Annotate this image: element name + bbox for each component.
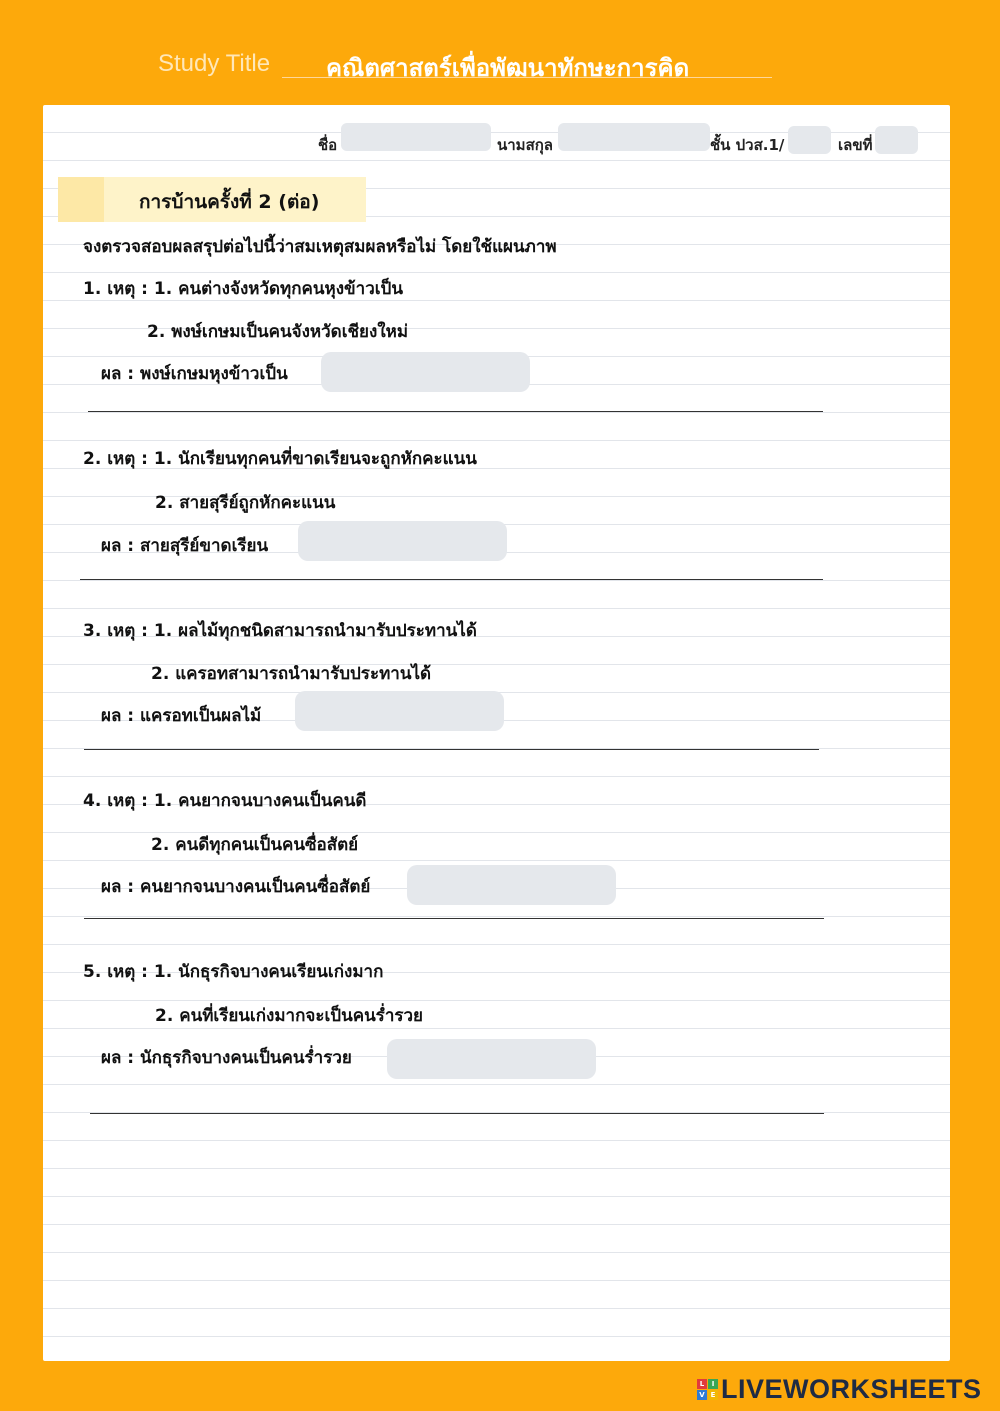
- question-2-divider: [80, 579, 823, 580]
- question-4-divider: [84, 918, 824, 919]
- surname-input[interactable]: [558, 123, 710, 151]
- question-5-answer-input[interactable]: [387, 1039, 596, 1079]
- study-title-underline: [282, 77, 772, 78]
- homework-banner-title: การบ้านครั้งที่ 2 (ต่อ): [139, 191, 320, 213]
- question-1-premise-1: 1. เหตุ : 1. คนต่างจังหวัดทุกคนหุงข้าวเป็น: [83, 279, 403, 299]
- number-label: เลขที่: [838, 136, 873, 154]
- question-1-answer-input[interactable]: [321, 352, 530, 392]
- name-input[interactable]: [341, 123, 491, 151]
- homework-banner-accent: [58, 177, 104, 222]
- question-4-answer-input[interactable]: [407, 865, 616, 905]
- question-4-premise-1: 4. เหตุ : 1. คนยากจนบางคนเป็นคนดี: [83, 791, 367, 811]
- liveworksheets-logo-text: LIVEWORKSHEETS: [721, 1374, 982, 1404]
- question-5-result: ผล : นักธุรกิจบางคนเป็นคนร่ำรวย: [101, 1048, 352, 1068]
- study-title-label: Study Title: [158, 50, 271, 77]
- question-3-premise-1: 3. เหตุ : 1. ผลไม้ทุกชนิดสามารถนำมารับประทานได้: [83, 621, 477, 641]
- question-4-result: ผล : คนยากจนบางคนเป็นคนซื่อสัตย์: [101, 877, 371, 897]
- number-input[interactable]: [875, 126, 918, 154]
- question-1-premise-2: 2. พงษ์เกษมเป็นคนจังหวัดเชียงใหม่: [147, 322, 409, 342]
- study-title-value: คณิตศาสตร์เพื่อพัฒนาทักษะการคิด: [326, 54, 690, 82]
- name-label: ชื่อ: [318, 136, 338, 154]
- question-3-premise-2: 2. แครอทสามารถนำมารับประทานได้: [151, 664, 432, 684]
- surname-label: นามสกุล: [497, 136, 553, 154]
- question-2-answer-input[interactable]: [298, 521, 507, 561]
- question-3-answer-input[interactable]: [295, 691, 504, 731]
- question-1-result: ผล : พงษ์เกษมหุงข้าวเป็น: [101, 364, 288, 384]
- class-label: ชั้น ปวส.1/: [710, 136, 785, 154]
- question-5-premise-1: 5. เหตุ : 1. นักธุรกิจบางคนเรียนเก่งมาก: [83, 962, 384, 982]
- question-1-divider: [88, 411, 823, 412]
- question-5-divider: [90, 1113, 824, 1114]
- question-2-premise-1: 2. เหตุ : 1. นักเรียนทุกคนที่ขาดเรียนจะถูกหักคะแนน: [83, 449, 477, 469]
- question-3-result: ผล : แครอทเป็นผลไม้: [101, 706, 262, 726]
- question-2-premise-2: 2. สายสุรีย์ถูกหักคะแนน: [155, 493, 336, 513]
- question-4-premise-2: 2. คนดีทุกคนเป็นคนซื่อสัตย์: [151, 835, 359, 855]
- liveworksheets-blocks-icon: L I V E: [697, 1379, 719, 1401]
- worksheet-paper: [43, 105, 950, 1361]
- question-5-premise-2: 2. คนที่เรียนเก่งมากจะเป็นคนร่ำรวย: [155, 1006, 423, 1026]
- class-input[interactable]: [788, 126, 831, 154]
- question-2-result: ผล : สายสุรีย์ขาดเรียน: [101, 536, 269, 556]
- instruction-text: จงตรวจสอบผลสรุปต่อไปนี้ว่าสมเหตุสมผลหรือไม่ โดยใช้แผนภาพ: [83, 237, 557, 257]
- question-3-divider: [84, 749, 819, 750]
